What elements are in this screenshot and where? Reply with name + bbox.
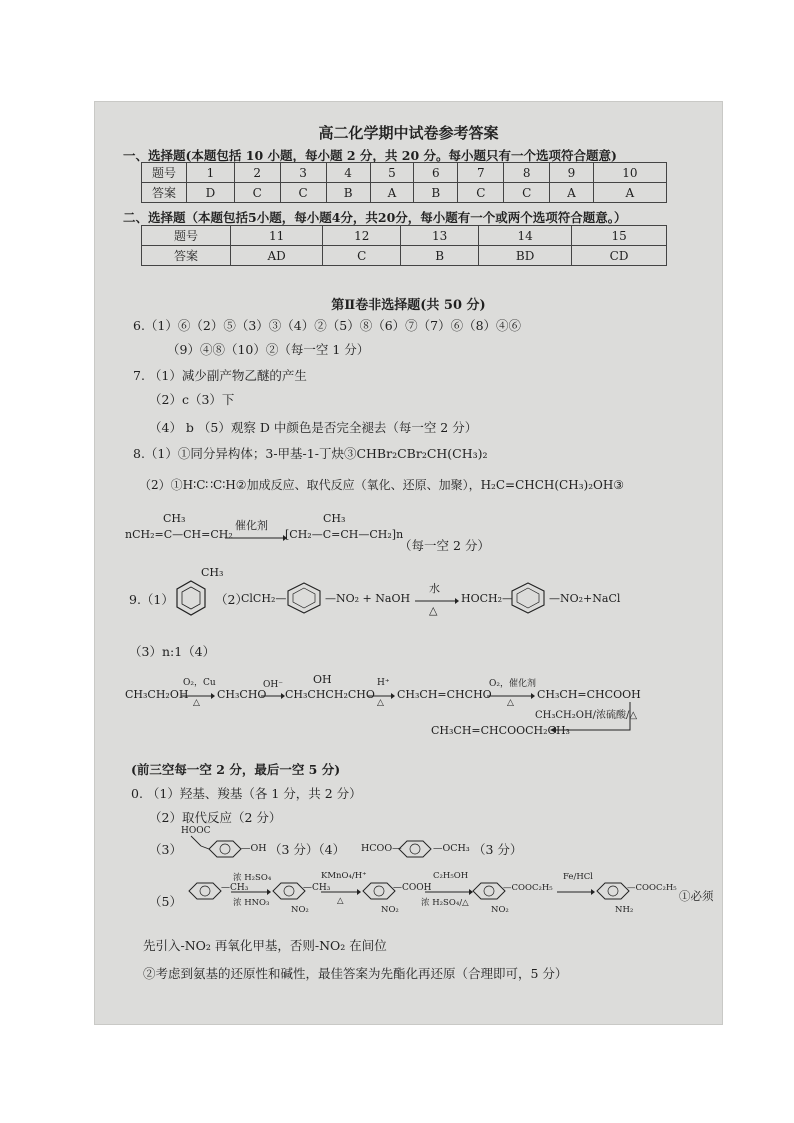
q8-product-sub: CH₃ (323, 512, 346, 525)
q9-eq-right1: HOCH₂— (461, 592, 514, 605)
table-cell: B (414, 183, 458, 203)
q8-product: [CH₂—C=CH—CH₂]n (285, 528, 404, 541)
route-c3b: △ (377, 698, 384, 708)
q9-label1: 9.（1） (129, 592, 174, 607)
benzene-ring (509, 582, 547, 614)
m3-no2: NO₂ (381, 905, 399, 915)
q6-line1: 6.（1）⑥（2）⑤（3）③（4）②（5）⑧（6）⑦（7）⑥（8）④⑥ (133, 318, 522, 333)
route-s4: CH₃CH=CHCHO (397, 688, 492, 701)
q8-reactant: nCH₂=C—CH=CH₂ (125, 528, 233, 541)
route-s3-sub: OH (313, 673, 332, 686)
part1-table (141, 162, 667, 203)
q8-line1: 8.（1）①同分异构体；3-甲基-1-丁炔③CHBr₂CBr₂CH(CH₃)₂ (133, 446, 488, 461)
m1-ch3: —CH₃ (221, 883, 249, 893)
table-cell: B (401, 246, 479, 266)
row-label: 题号 (142, 226, 231, 246)
table-cell: A (593, 183, 666, 203)
q6-line2: （9）④⑧（10）②（每一空 1 分） (167, 342, 370, 357)
route-c1b: △ (193, 698, 200, 708)
answer-sheet (95, 102, 722, 1024)
q9-eq-left1: ClCH₂— (241, 592, 287, 605)
section2-title: 第Ⅱ卷非选择题(共 50 分) (331, 298, 486, 313)
table-cell: 14 (479, 226, 572, 246)
table-cell: 4 (326, 163, 370, 183)
route-c2: OH⁻ (263, 680, 283, 690)
table-cell: C (458, 183, 504, 203)
m2-ch3: —CH₃ (303, 883, 331, 893)
q8-catalyst: 催化剂 (235, 519, 268, 532)
q10-l3-right: —OH (241, 843, 267, 854)
table-cell: 8 (504, 163, 550, 183)
table-cell: AD (231, 246, 323, 266)
benzene-ring (185, 878, 225, 904)
q9-cond-top: 水 (429, 582, 440, 595)
toluene-sub: CH₃ (201, 566, 224, 579)
route-c3: H⁺ (377, 678, 390, 688)
r1-bot: 浓 HNO₃ (233, 898, 270, 908)
table-cell: C (234, 183, 280, 203)
reaction-arrow (231, 888, 271, 896)
benzene-ring (175, 580, 207, 616)
m5-cooet: —COOC₂H₅ (627, 883, 677, 893)
table-cell: CD (572, 246, 667, 266)
table-cell: 6 (414, 163, 458, 183)
table-cell: C (280, 183, 326, 203)
route-s5: CH₃CH=CHCOOH (537, 688, 641, 701)
route-s6: CH₃CH=CHCOOCH₂CH₃ (431, 724, 570, 737)
q8-note: （每一空 2 分） (399, 538, 490, 553)
table-cell: 10 (593, 163, 666, 183)
r3-bot: 浓 H₂SO₄/△ (421, 898, 469, 908)
page-title: 高二化学期中试卷参考答案 (318, 124, 499, 142)
table-row (142, 246, 667, 266)
table-row (142, 163, 667, 183)
m4-cooet: —COOC₂H₅ (503, 883, 553, 893)
q9-label2: （2） (215, 592, 248, 607)
q10-l4-right: —OCH₃ (433, 843, 470, 854)
part2-heading: 二、选择题（本题包括5小题，每小题4分，共20分，每小题有一个或两个选项符合题意。） (123, 210, 627, 225)
table-cell: 2 (234, 163, 280, 183)
q9-score: (前三空每一空 2 分，最后一空 5 分) (131, 762, 341, 777)
reaction-arrow (557, 888, 595, 896)
r2-top: KMnO₄/H⁺ (321, 871, 367, 881)
q7-line3: （4） b （5）观察 D 中颜色是否完全褪去（每一空 2 分） (149, 420, 478, 435)
q10-note-end: ①必须 (679, 889, 714, 903)
q10-line7: ②考虑到氨基的还原性和碱性，最佳答案为先酯化再还原（合理即可，5 分） (143, 966, 568, 981)
m2-no2: NO₂ (291, 905, 309, 915)
m5-nh2: NH₂ (615, 905, 634, 915)
r3-top: C₂H₅OH (433, 871, 469, 881)
table-row (142, 183, 667, 203)
part2-table (141, 225, 667, 266)
q8-line2: （2）①H∶C∷C∶H②加成反应、取代反应（氧化、还原、加聚），H₂C=CHCH(CH₃)₂OH③ (139, 478, 625, 492)
table-cell: 9 (550, 163, 594, 183)
route-c4: O₂，催化剂 (489, 679, 536, 689)
r1-top: 浓 H₂SO₄ (233, 873, 272, 883)
q9-cond-bottom: △ (429, 604, 438, 617)
q7-line1: 7. （1）减少副产物乙醚的产生 (133, 368, 307, 383)
table-cell: A (370, 183, 414, 203)
part1-heading: 一、选择题(本题包括 10 小题，每小题 2 分，共 20 分。每小题只有一个选项符合题意) (123, 148, 617, 163)
q10-l5-label: （5） (149, 894, 182, 909)
m4-no2: NO₂ (491, 905, 509, 915)
reaction-arrow (425, 888, 473, 896)
table-cell: C (323, 246, 401, 266)
table-cell: 7 (458, 163, 504, 183)
reaction-arrow (261, 692, 285, 700)
table-cell: 1 (187, 163, 235, 183)
table-cell: B (326, 183, 370, 203)
q10-l3-sub: HOOC (181, 826, 211, 836)
table-cell: BD (479, 246, 572, 266)
m3-cooh: —COOH (393, 883, 432, 893)
table-cell: 5 (370, 163, 414, 183)
reaction-arrow (225, 534, 287, 542)
benzene-ring (395, 836, 435, 862)
table-cell: C (504, 183, 550, 203)
q10-l4-score: （3 分） (473, 842, 523, 857)
q10-l3-score: （3 分）（4） (269, 842, 346, 857)
q8-reactant-sub: CH₃ (163, 512, 186, 525)
route-c1: O₂，Cu (183, 678, 216, 688)
table-cell: 15 (572, 226, 667, 246)
route-c5: CH₃CH₂OH/浓硫酸/△ (535, 710, 638, 721)
q10-l4-left: HCOO— (361, 843, 402, 854)
route-s3: CH₃CHCH₂CHO (285, 688, 375, 701)
table-cell: 3 (280, 163, 326, 183)
row-label: 答案 (142, 246, 231, 266)
q10-line6: 先引入-NO₂ 再氧化甲基，否则-NO₂ 在间位 (143, 938, 387, 953)
table-cell: D (187, 183, 235, 203)
q9-line3: （3）n:1（4） (129, 644, 216, 659)
q10-line2: （2）取代反应（2 分） (149, 810, 282, 825)
table-cell: A (550, 183, 594, 203)
reaction-arrow (321, 888, 361, 896)
q9-eq-right2: —NO₂+NaCl (549, 592, 621, 605)
q10-l3-label: （3） (149, 842, 182, 857)
row-label: 题号 (142, 163, 187, 183)
route-s2: CH₃CHO (217, 688, 267, 701)
benzene-ring (285, 582, 323, 614)
q7-line2: （2）c（3）下 (149, 392, 235, 407)
table-cell: 12 (323, 226, 401, 246)
r4-top: Fe/HCl (563, 872, 593, 882)
r2-bot: △ (337, 896, 344, 906)
q9-eq-left2: —NO₂ + NaOH (325, 592, 411, 605)
route-c4b: △ (507, 698, 514, 708)
table-cell: 13 (401, 226, 479, 246)
q10-line1: 0. （1）羟基、羧基（各 1 分，共 2 分） (131, 786, 362, 801)
row-label: 答案 (142, 183, 187, 203)
table-row (142, 226, 667, 246)
table-cell: 11 (231, 226, 323, 246)
route-s1: CH₃CH₂OH (125, 688, 189, 701)
